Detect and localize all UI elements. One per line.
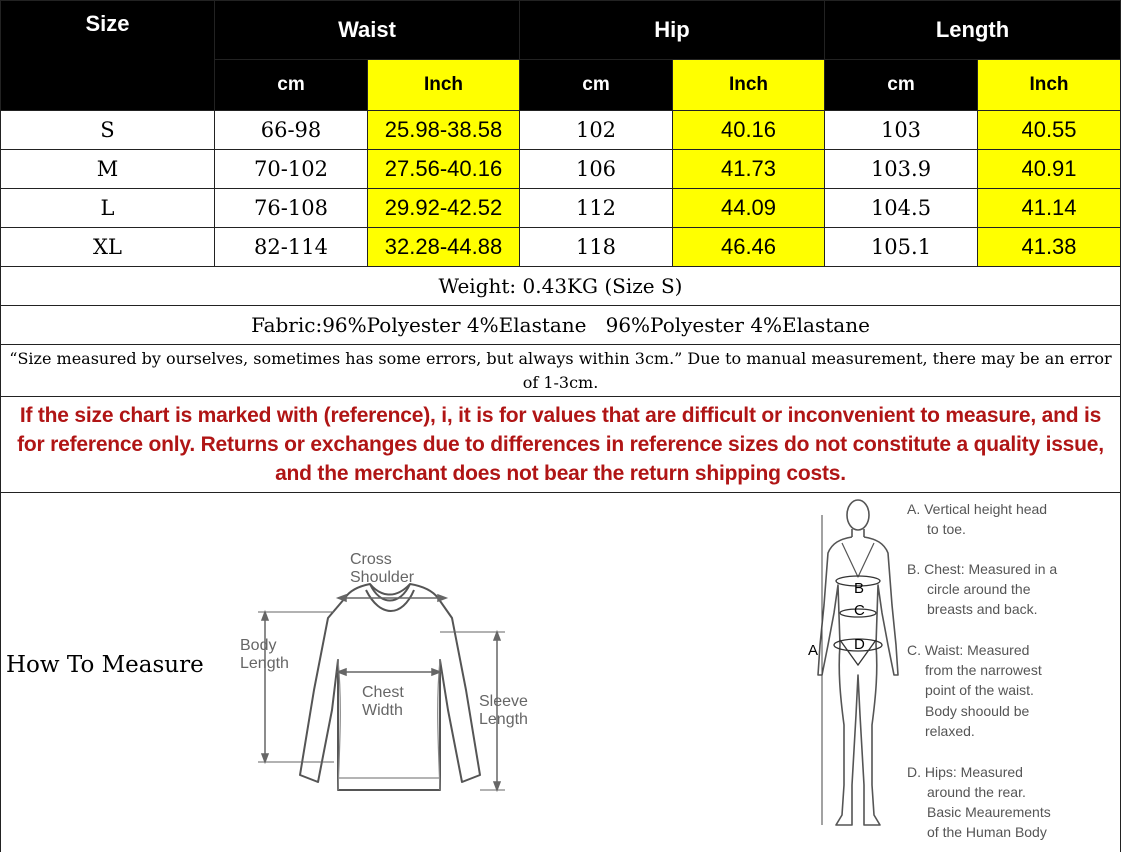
label-cross: Cross [350, 551, 392, 568]
header-hip-inch: Inch [672, 59, 825, 111]
cell-hip-inch: 40.16 [672, 110, 825, 150]
header-size: Size [0, 0, 215, 111]
header-length-cm: cm [824, 59, 978, 111]
cell-waist-inch: 27.56-40.16 [367, 149, 520, 189]
cell-length-inch: 40.91 [977, 149, 1121, 189]
header-length-inch: Inch [977, 59, 1121, 111]
cell-hip-cm: 118 [519, 227, 673, 267]
how-to-measure-title: How To Measure [6, 652, 204, 678]
note-b-2: circle around the [927, 581, 1031, 597]
cell-length-inch: 41.14 [977, 188, 1121, 228]
note-d-2: around the rear. [927, 784, 1026, 800]
note-c-4: Body shoould be [925, 703, 1030, 719]
note-c-1: C. Waist: Measured [907, 642, 1030, 658]
label-sleeve-length: Length [479, 711, 528, 728]
cell-hip-cm: 112 [519, 188, 673, 228]
cell-waist-inch: 25.98-38.58 [367, 110, 520, 150]
cell-waist-cm: 70-102 [214, 149, 368, 189]
cell-size: M [0, 149, 215, 189]
note-d-3: Basic Meaurements [927, 804, 1051, 820]
label-chest: Chest [362, 684, 404, 701]
cell-waist-inch: 29.92-42.52 [367, 188, 520, 228]
body-notes [905, 497, 1105, 847]
note-c-3: point of the waist. [925, 682, 1034, 698]
cell-size: XL [0, 227, 215, 267]
cell-length-cm: 104.5 [824, 188, 978, 228]
cell-hip-inch: 46.46 [672, 227, 825, 267]
note-c-2: from the narrowest [925, 662, 1042, 678]
note-a-1: A. Vertical height head [907, 501, 1048, 517]
garment-diagram [230, 540, 560, 810]
cell-size: L [0, 188, 215, 228]
note-a-2: to toe. [927, 521, 966, 537]
note-d-1: D. Hips: Measured [907, 764, 1023, 780]
header-length: Length [824, 0, 1121, 60]
marker-a: A [808, 642, 819, 659]
header-waist: Waist [214, 0, 520, 60]
cell-length-cm: 103 [824, 110, 978, 150]
weight-info: Weight: 0.43KG (Size S) [0, 266, 1121, 306]
cell-length-inch: 40.55 [977, 110, 1121, 150]
header-hip: Hip [519, 0, 825, 60]
cell-hip-cm: 106 [519, 149, 673, 189]
label-body: Body [240, 637, 277, 654]
cell-waist-cm: 82-114 [214, 227, 368, 267]
label-sleeve: Sleeve [479, 693, 528, 710]
cell-waist-cm: 66-98 [214, 110, 368, 150]
cell-hip-cm: 102 [519, 110, 673, 150]
label-chest-width: Width [362, 702, 403, 719]
note-d-4: of the Human Body [927, 824, 1047, 840]
label-shoulder: Shoulder [350, 569, 415, 586]
cell-length-cm: 103.9 [824, 149, 978, 189]
note-b-1: B. Chest: Measured in a [907, 561, 1058, 577]
label-body-length: Length [240, 655, 289, 672]
cell-hip-inch: 41.73 [672, 149, 825, 189]
note-b-3: breasts and back. [927, 601, 1038, 617]
marker-d: D [854, 636, 865, 653]
header-waist-cm: cm [214, 59, 368, 111]
body-diagram [800, 495, 915, 850]
marker-c: C [854, 602, 865, 619]
marker-b: B [854, 580, 865, 597]
header-waist-inch: Inch [367, 59, 520, 111]
reference-note: If the size chart is marked with (reference), i, it is for values that are difficult or inconvenient to measure, and is for reference only. Returns or exchanges due to differences in reference sizes do not constitute a quality issue, and the merchant does not bear the return shipping costs. [0, 396, 1121, 493]
cell-length-cm: 105.1 [824, 227, 978, 267]
cell-length-inch: 41.38 [977, 227, 1121, 267]
header-hip-cm: cm [519, 59, 673, 111]
cell-waist-inch: 32.28-44.88 [367, 227, 520, 267]
cell-waist-cm: 76-108 [214, 188, 368, 228]
note-c-5: relaxed. [925, 723, 975, 739]
fabric-info: Fabric:96%Polyester 4%Elastane 96%Polyester 4%Elastane [0, 305, 1121, 345]
cell-size: S [0, 110, 215, 150]
measurement-note: “Size measured by ourselves, sometimes has some errors, but always within 3cm.” Due to manual measurement, there may be an error of 1-3cm. [0, 344, 1121, 397]
cell-hip-inch: 44.09 [672, 188, 825, 228]
